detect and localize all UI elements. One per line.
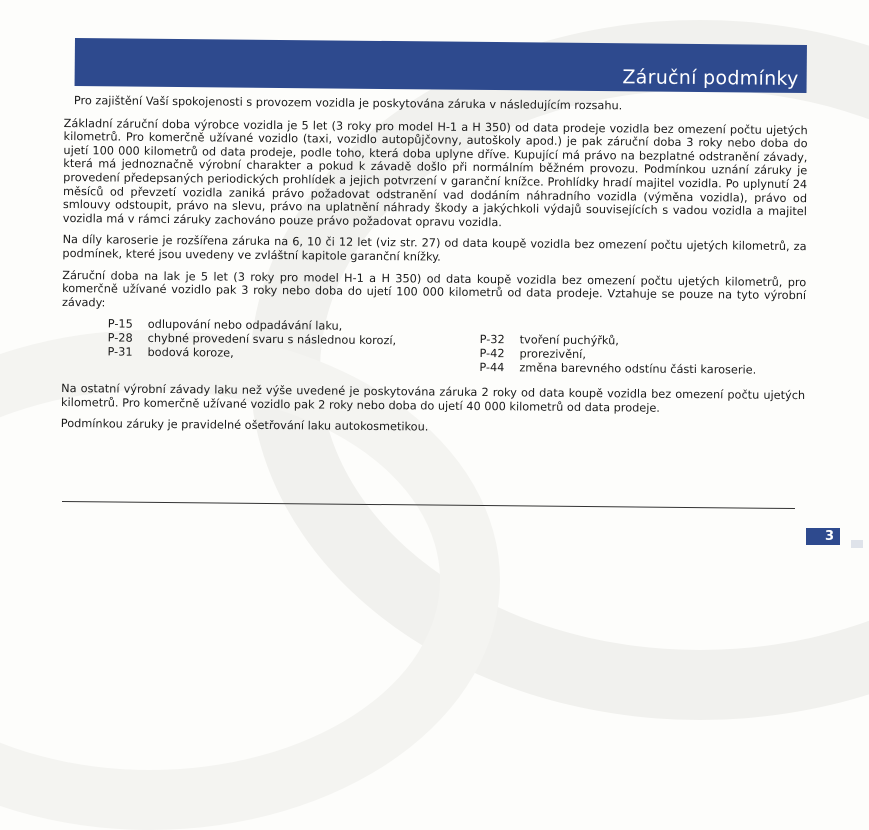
defect-text: odlupování nebo odpadávání laku, — [147, 318, 343, 333]
page-number: 3 — [806, 528, 840, 545]
defect-text: tvoření puchýřků, — [519, 333, 619, 348]
defect-code: P-42 — [479, 346, 505, 361]
defect-code: P-28 — [107, 331, 133, 345]
defect-list-right — [479, 333, 756, 376]
basic-warranty-paragraph: Základní záruční doba výrobce vozidla je 5 let (3 roky pro model H-1 a H 350) od data prodeje vozidla bez omezení počtu ujetých kilometrů. Pro komerčně užívané vozidlo (taxi, vozidlo autopůjčovny, autoškoly apod.) je pak záruční doba 3 roky nebo doba do ujetí 100 000 kilometrů od data prodeje, podle toho, která doba uplyne dříve. Kupující má právo na bezplatné odstranění závady, která má jednoznačně výrobní charakter a pokud k závadě došlo při normálním běžném provozu. Podmínkou uznání záruky je provedení předepsaných periodických prohlídek a jejich potvrzení v garanční knížce. Prohlídky hradí majitel vozidla. Po uplynutí 24 měsíců od převzetí vozidla zaniká právo požadovat odstranění vad dodáním náhradního vozidla (výměna vozidla), právo od smlouvy odstoupit, právo na slevu, právo na uplatnění náhrady škody a jakýchkoli výdajů souvisejících s vadou vozidla a majitel vozidla má v rámci záruky zachováno pouze právo požadovat opravu vozidla. — [62, 116, 808, 229]
defect-text: změna barevného odstínu části karoserie. — [519, 360, 757, 377]
defect-list-left — [107, 318, 479, 374]
defect-text: prorezivění, — [519, 347, 587, 361]
defect-item — [107, 345, 479, 362]
paint-warranty-paragraph: Záruční doba na lak je 5 let (3 roky pro model H-1 a H 350) od data koupě vozidla bez omezení počtu ujetých kilometrů, pro komerčně užívané vozidlo pak 3 roky nebo doba do ujetí 100 000 kilometrů od data prodeje. Vztahuje se pouze na tyto výrobní závady: — [61, 268, 807, 310]
document-body — [61, 94, 808, 446]
defect-code: P-44 — [479, 360, 505, 374]
header-bar — [75, 38, 807, 93]
defect-list — [107, 318, 805, 377]
defect-item — [479, 361, 756, 377]
scan-edge-mark — [851, 540, 863, 548]
defect-code: P-31 — [107, 344, 133, 359]
defect-code: P-32 — [479, 333, 505, 347]
condition-paragraph: Podmínkou záruky je pravidelné ošetřování laku autokosmetikou. — [60, 417, 429, 434]
body-parts-paragraph: Na díly karoserie je rozšířena záruka na 6, 10 či 12 let (viz str. 27) od data koupě vozidla bez omezení počtu ujetých kilometrů, za podmínek, které jsou uvedeny ve zvláštní kapitole garanční knížky. — [62, 233, 807, 264]
other-paint-paragraph: Na ostatní výrobní závady laku než výše uvedené je poskytována záruka 2 roky od data koupě vozidla bez omezení počtu ujetých kilometrů. Pro komerčně užívané vozidlo pak 2 roky nebo doba do ujetí 40 000 kilometrů od data prodeje. — [60, 382, 806, 415]
defect-text: bodová koroze, — [147, 345, 234, 360]
defect-code: P-15 — [107, 317, 133, 331]
defect-text: chybné provedení svaru s následnou korozí, — [147, 331, 397, 348]
intro-paragraph: Pro zajištění Vaší spokojenosti s provozem vozidla je poskytována záruka v následujícím rozsahu. — [73, 94, 623, 113]
page-title: Záruční podmínky — [622, 66, 799, 90]
